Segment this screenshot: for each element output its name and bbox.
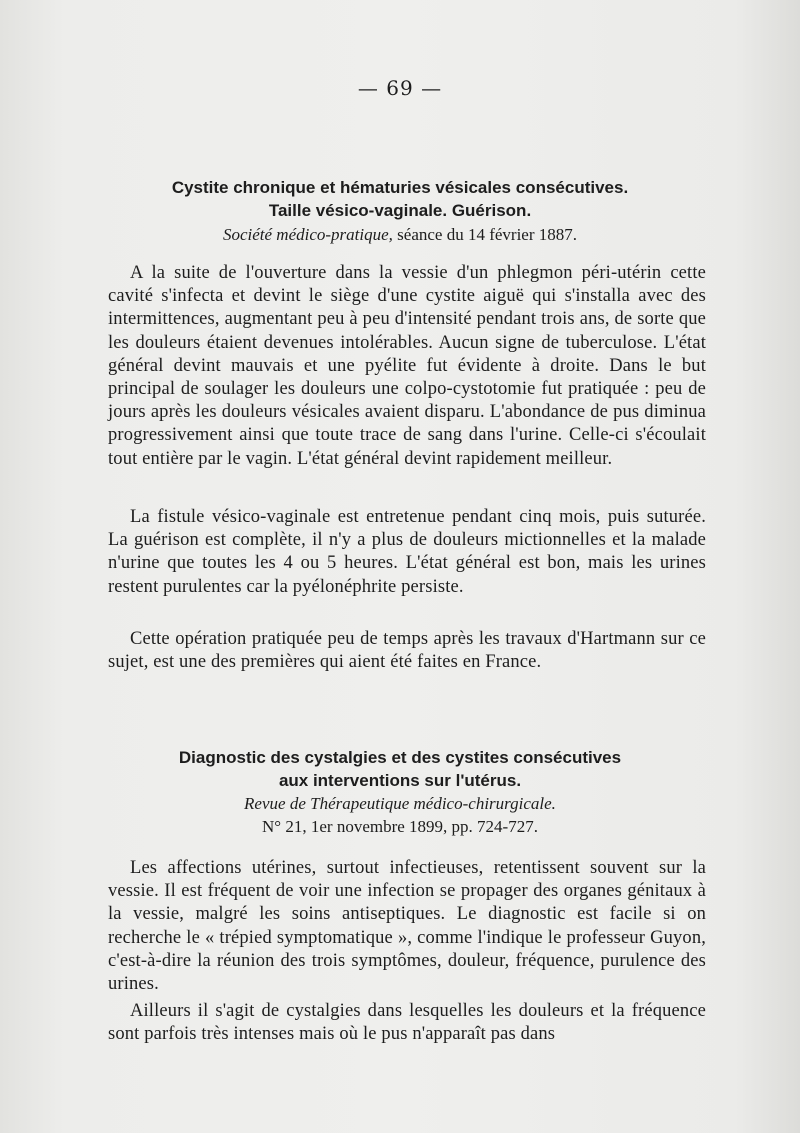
section2-title (0, 746, 800, 792)
section1-paragraph-2: La fistule vésico-vaginale est entretenue pendant cinq mois, puis suturée. La guérison est complète, il n'y a plus de douleurs mictionnelles et la malade n'urine que toutes les 4 ou 5 heures. L'état général est bon, mais les urines restent purulentes car la pyélonéphrite persiste. (108, 507, 706, 597)
section1-title-line1: Cystite chronique et hématuries vésicales consécutives. (171, 178, 629, 197)
section2-journal-name: Revue de Thérapeutique médico-chirurgicale. (244, 794, 556, 813)
section2-paragraph-1: Les affections utérines, surtout infectieuses, retentissent souvent sur la vessie. Il est fréquent de voir une infection se propager des organes génitaux à la vessie, malgré les soins antiseptiques. Le diagnostic est facile si on recherche le « trépied symptomatique », comme l'indique le professeur Guyon, c'est-à-dire la réunion des trois symptômes, douleur, fréquence, purulence des urines. (108, 858, 706, 995)
section2-source-journal (0, 792, 800, 815)
section1-source-journal: Société médico-pratique, (222, 225, 393, 244)
section1-source-date: séance du 14 février 1887. (392, 225, 578, 244)
section2-paragraph-2: Ailleurs il s'agit de cystalgies dans lesquelles les douleurs et la fréquence sont parfois très intenses mais où le pus n'apparaît pas dans (108, 1001, 706, 1045)
section1-title (0, 176, 800, 222)
section2-title-line1: Diagnostic des cystalgies et des cystites consécutives (178, 748, 622, 767)
section1-source (0, 223, 800, 246)
section1-paragraph-3: Cette opération pratiquée peu de temps après les travaux d'Hartmann sur ce sujet, est une des premières qui aient été faites en France. (108, 629, 706, 673)
section1-paragraph-1: A la suite de l'ouverture dans la vessie d'un phlegmon péri-utérin cette cavité s'infecta et devint le siège d'une cystite aiguë qui s'installa avec des intermittences, augmentant peu à peu d'intensité pendant trois ans, de sorte que les douleurs étaient devenues intolérables. Aucun signe de tuberculose. L'état général devint mauvais et une pyélite fut évidente à droite. Dans le but principal de soulager les douleurs une colpo-cystotomie fut pratiquée : peu de jours après les douleurs vésicales avaient disparu. L'abondance de pus diminua progressivement ainsi que toute trace de sang dans l'urine. Celle-ci s'écoulait tout entière par le vagin. L'état général devint rapidement meilleur. (108, 263, 706, 469)
page-number: — 69 — (357, 76, 443, 100)
section2-source-issue: N° 21, 1er novembre 1899, pp. 724-727. (262, 817, 538, 836)
section1-title-line2: Taille vésico-vaginale. Guérison. (268, 201, 532, 220)
section2-title-line2: aux interventions sur l'utérus. (278, 771, 522, 790)
